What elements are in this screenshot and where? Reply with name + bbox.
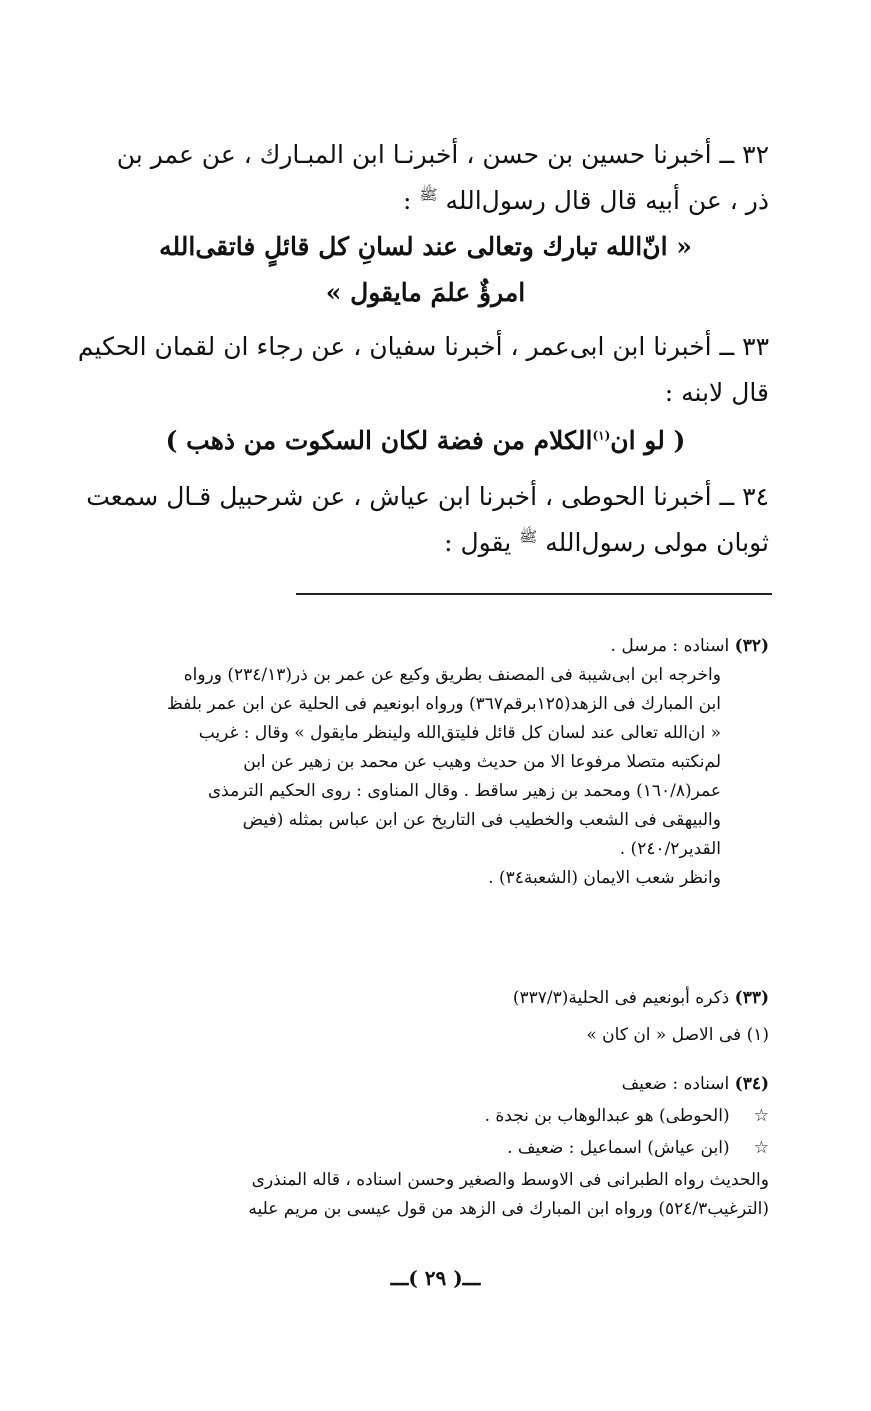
footnote-32-heading: اسناده : مرسل . [610, 636, 730, 656]
footnote-32-head [90, 632, 769, 661]
footnote-34-line: (الترغيب٥٢٤/٣) ورواه ابن المبارك فى الزهد من قول عيسى بن مريم عليه [248, 1199, 769, 1219]
footnote-34-star-item [90, 1134, 769, 1163]
hadith-32-line-2-text: ذر ، عن أبيه قال قال رسول‌الله [445, 186, 769, 215]
hadith-33-line-2: قال لابنه : [664, 378, 769, 407]
hadith-34 [82, 474, 769, 566]
hadith-34-line-2-start: ثوبان مولى رسول‌الله [545, 528, 769, 557]
footnote-32-line: لم‌نكتبه متصلا مرفوعا الا من حديث وهيب عن محمد بن زهير عن ابن [243, 752, 721, 772]
hadith-33 [77, 324, 769, 416]
footnote-32-line: عمر(١٦٠/٨) ومحمد بن زهير ساقط . وقال المناوى : روى الحكيم الترمذى [207, 781, 721, 801]
salawat-symbol: ﷺ [419, 185, 438, 204]
footnote-separator [296, 593, 772, 595]
footnote-1-text: فى الاصل « ان كان » [586, 1025, 742, 1045]
footnote-1-number: (١) [746, 1025, 769, 1045]
footnote-33-number: (٣٣) [734, 988, 769, 1008]
footnote-33 [90, 984, 769, 1013]
footnote-32-line: والبيهقى فى الشعب والخطيب فى التاريخ عن ابن عباس بمثله (فيض [242, 810, 721, 830]
star-icon: ☆ [753, 1138, 769, 1158]
footnote-32-line: ابن المبارك فى الزهد(١٢٥برقم٣٦٧) ورواه ابونعيم فى الحلية عن ابن عمر بلفظ [166, 694, 721, 714]
hadith-33-quote [82, 416, 769, 466]
hadith-32 [82, 132, 769, 224]
footnote-34-star-text: (ابن عياش) اسماعيل : ضعيف . [507, 1138, 730, 1158]
footnote-34-star-text: (الحوطى) هو عبدالوهاب بن نجدة . [484, 1106, 730, 1126]
hadith-32-quote-line-1: « انّ‌الله تبارك وتعالى عند لسانِ كل قائلٍ فاتقى‌الله [159, 232, 692, 261]
footnote-32-line: القدير٢٤٠/٢) . [619, 839, 721, 859]
hadith-34-line-2-end: يقول : [444, 528, 512, 557]
page-number: ـــ( ٢٩ )ـــ [390, 1266, 481, 1290]
footnote-34 [90, 1070, 769, 1224]
hadith-32-line-2-end: : [402, 186, 412, 215]
footnote-33-text: ذكره أبونعيم فى الحلية(٣٣٧/٣) [512, 988, 730, 1008]
footnote-34-number: (٣٤) [734, 1074, 769, 1094]
salawat-symbol: ﷺ [519, 527, 538, 546]
hadith-33-line-1: ٣٣ ــ أخبرنا ابن ابى‌عمر ، أخبرنا سفيان ، عن رجاء ان لقمان الحكيم [77, 332, 769, 361]
footnote-34-head [90, 1070, 769, 1099]
hadith-32-line-1: ٣٢ ــ أخبرنا حسين بن حسن ، أخبرنـا ابن المبـارك ، عن عمر بن [116, 140, 769, 169]
footnote-34-star-item [90, 1102, 769, 1131]
footnote-34-heading: اسناده : ضعيف [621, 1074, 730, 1094]
hadith-34-line-2 [82, 520, 769, 566]
hadith-33-quote-end: الكلام من فضة لكان السكوت من ذهب ) [165, 426, 593, 455]
footnote-34-line: والحديث رواه الطبرانى فى الاوسط والصغير وحسن اسناده ، قاله المنذرى [251, 1170, 769, 1190]
star-icon: ☆ [753, 1106, 769, 1126]
hadith-32-line-2 [82, 178, 769, 224]
footnote-34-body [90, 1166, 769, 1224]
footnote-1 [90, 1021, 769, 1050]
hadith-33-quote-start: ( لو ان [610, 426, 686, 455]
footnote-32 [90, 632, 769, 893]
footnote-marker-1: (١) [592, 428, 611, 443]
footnote-32-extra: وانظر شعب الايمان (الشعبة٣٤) . [488, 868, 721, 888]
hadith-34-line-1: ٣٤ ــ أخبرنا الحوطى ، أخبرنا ابن عياش ، عن شرحبيل قـال سمعت [86, 482, 769, 511]
footnote-32-body [90, 661, 769, 893]
footnote-32-line: واخرجه ابن ابى‌شيبة فى المصنف بطريق وكيع عن عمر بن ذر(٢٣٤/١٣) ورواه [183, 665, 721, 685]
footnote-32-number: (٣٢) [734, 636, 769, 656]
footnote-32-line: « ان‌الله تعالى عند لسان كل قائل فليتق‌الله ولينظر مايقول » وقال : غريب [198, 723, 721, 743]
hadith-32-quote-line-2: امرؤٌ علمَ مايقول » [325, 278, 526, 307]
